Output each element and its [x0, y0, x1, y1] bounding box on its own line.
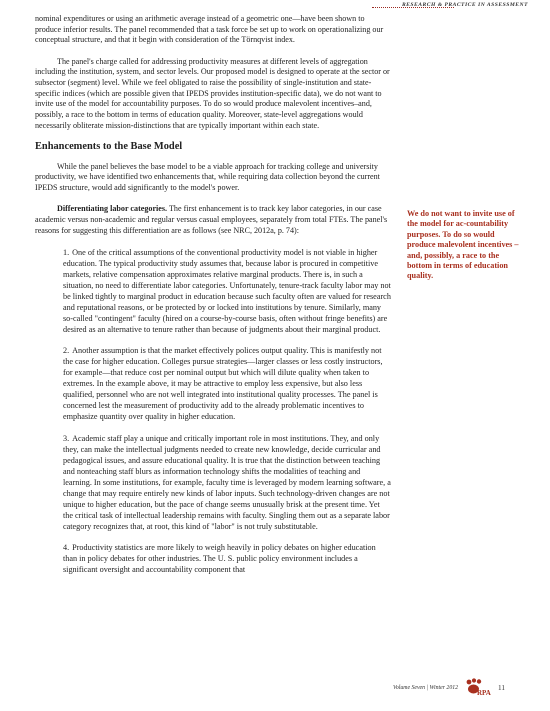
numbered-list — [63, 247, 391, 576]
rpa-logo-icon — [464, 678, 492, 698]
paragraph-4 — [35, 204, 391, 236]
main-column — [35, 14, 391, 586]
list-item — [63, 433, 391, 532]
paragraph-3: While the panel believes the base model to be a viable approach for tracking college and university productivity, we have identified two enhancements that, while requiring data collection beyond the current IPEDS structure, would add significantly to the model's power. — [35, 161, 380, 193]
running-header: RESEARCH & PRACTICE IN ASSESSMENT — [401, 2, 528, 8]
logo-text: RPA — [477, 689, 491, 697]
list-item-number: 3. — [63, 433, 70, 443]
page-footer — [393, 678, 505, 698]
issue-label: Volume Seven | Winter 2012 — [393, 685, 459, 691]
list-item-text: Another assumption is that the market effectively polices output quality. This is manifestly not the case for higher education. Colleges pursue strategies—larger classes or less costly instructors, for example—that reduce cost per nominal output but which will dilute quality when taken to extremes. In the example above, it may be attractive to employ less expensive, but also less qualified, personnel who are not well integrated into institutional quality processes. The panel is concerned lest the measurement of productivity add to the already problematic incentives to emphasize quantity over quality in higher education. — [63, 346, 383, 422]
list-item — [63, 542, 391, 575]
list-item-text: One of the critical assumptions of the conventional productivity model is not viable in higher education. The typical productivity study assumes that, because labor is procured in competitive markets, relative compensation approximates relative marginal products. There is, in such a situation, no need to differentiate labor categories. Unfortunately, tenure-track faculty labor may not be linked tightly to marginal product in education because such faculty often are valued for research and reputational reasons, or be protected by or locked into institutions by tenure. Similarly, many so-called "contingent" faculty (hired on a course-by-course basis, often without fringe benefits) are desired as an alternative to tenure rather than because of judgments about their marginal product. — [63, 247, 391, 334]
page-number: 11 — [498, 684, 505, 692]
paragraph-4-text: The first enhancement is to track key labor categories, in our case academic versus non-academic and regular versus casual employees, separately from total FTEs. The panel's reasons for suggesting this differentiation are as follows (see NRC, 2012a, p. 74): — [35, 204, 388, 235]
paragraph-2: The panel's charge called for addressing productivity measures at different levels of aggregation including the institution, system, and sector levels. Our proposed model is designed to operate at the sector or subsector (segment) level. While we feel obligated to raise the possibility of single-institution and state-specific indices (which are possible given that IPEDS provides institution-specific data), we do not want to invite use of the model for accountability purposes. To do so would produce malevolent incentives–and, possibly, a race to the bottom in terms of education quality. Moreover, state-level aggregations would necessarily obliterate mission-distinctions that are typically important within each state. — [35, 56, 390, 130]
pull-quote: We do not want to invite use of the model for ac-countability purposes. To do so would produce malevolent incentives – and, possibly, a race to the bottom in terms of education quality. — [407, 209, 519, 281]
section-heading: Enhancements to the Base Model — [35, 141, 183, 153]
paragraph-1: nominal expenditures or using an arithmetic average instead of a geometric one—have been shown to produce inferior results. The panel recommended that a task force be set up to work on operationalizing our conceptual structure, and that it begin with consideration of the Törnqvist index. — [35, 14, 384, 45]
list-item-number: 2. — [63, 346, 70, 356]
list-item-number: 1. — [63, 247, 70, 257]
list-item-text: Productivity statistics are more likely to weigh heavily in policy debates on higher education than in policy debates for other industries. The U. S. public policy environment includes a significant oversight and accountability component that — [63, 543, 376, 575]
list-item-number: 4. — [63, 543, 70, 553]
list-item — [63, 247, 391, 335]
run-in-heading: Differentiating labor categories. — [57, 204, 168, 214]
list-item-text: Academic staff play a unique and critically important role in most institutions. They, and only they, can make the intellectual judgments needed to create new knowledge, decide curricular and pedagogical issues, and assure educational quality. It is true that the distinction between teaching and nonteaching staff blurs as information technology shifts the modalities of teaching and learning. In some institutions, for example, faculty time is leveraged by modern learning software, a change that may require entirely new kinds of labor inputs. Such technology-driven changes are not unique to higher education, but the pace of change seems unusually brisk at the present time. Yet the critical task of intellectual leadership remains with faculty. Singling them out as a separate labor category recognizes that, at root, this kind of "labor" is not truly substitutable. — [63, 433, 391, 531]
list-item — [63, 345, 391, 422]
